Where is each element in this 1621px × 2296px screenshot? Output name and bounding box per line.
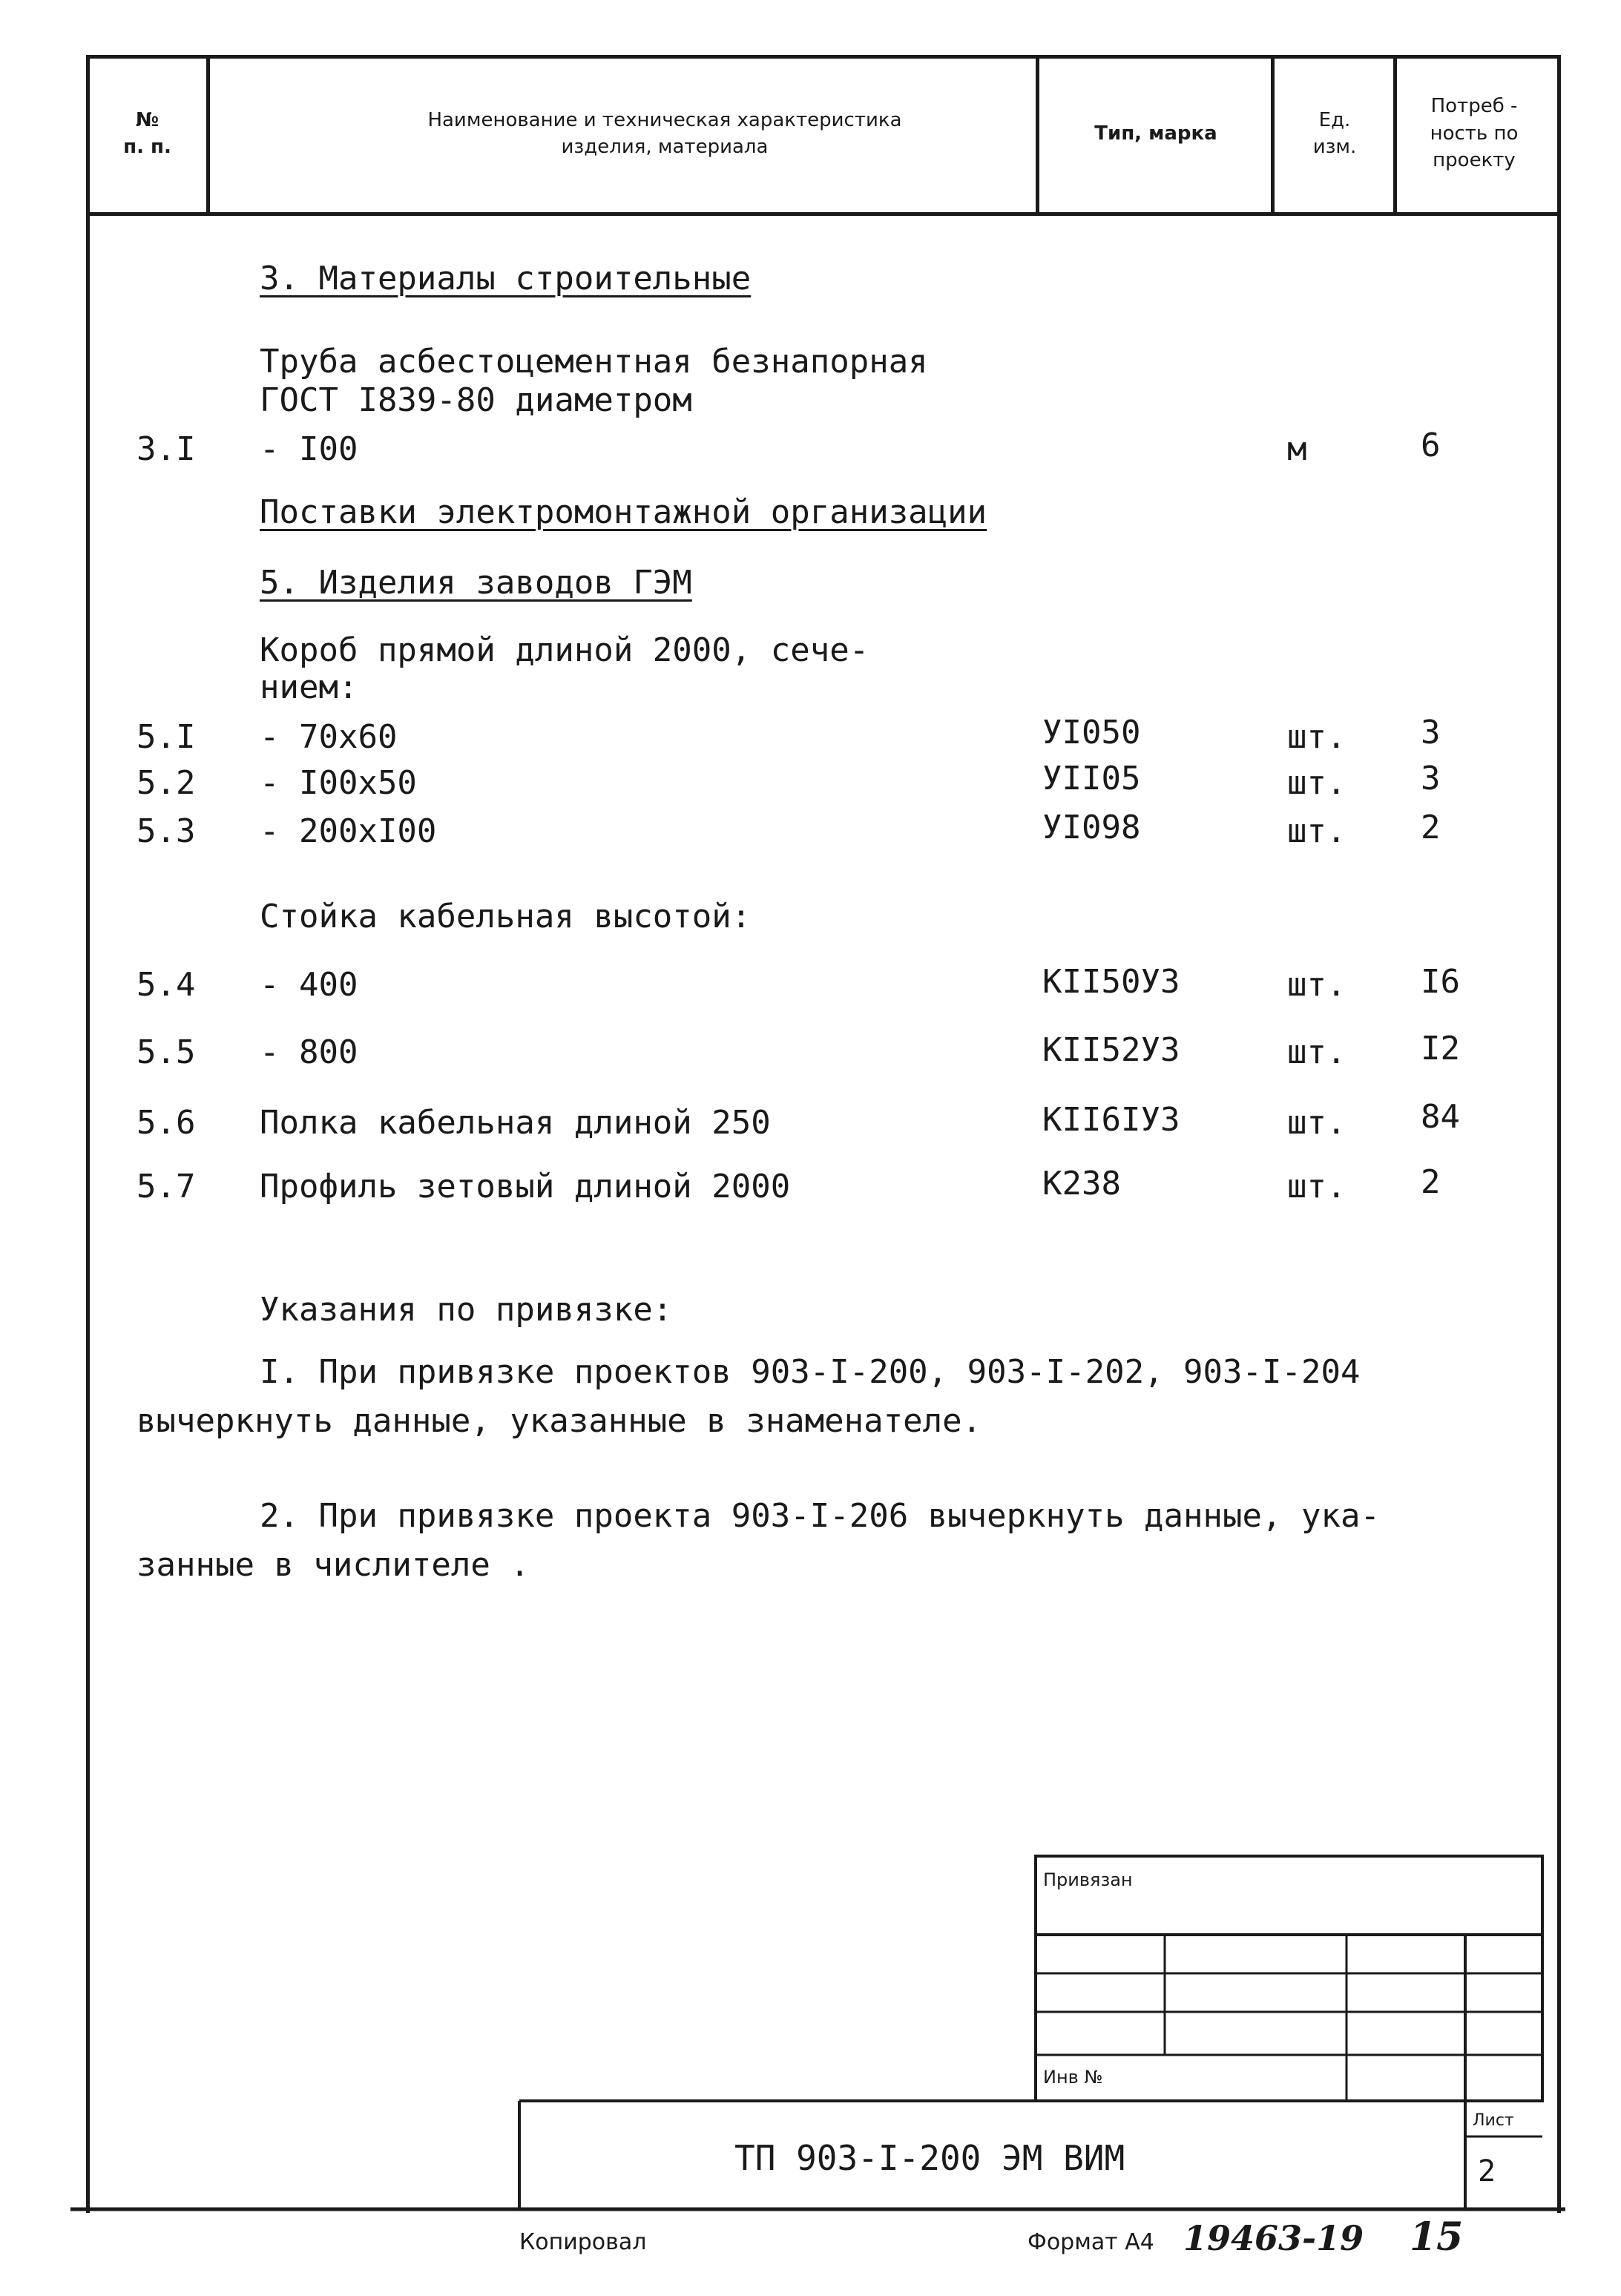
row-qty: 3	[1421, 760, 1441, 797]
row-num: 5.4	[137, 966, 196, 1004]
note-1-line-1: I. При привязке проектов 903-I-200, 903-I-202, 903-I-204	[260, 1353, 1361, 1391]
note-1-line-2: вычеркнуть данные, указанные в знаменателе.	[137, 1402, 982, 1440]
row-qty: 84	[1421, 1098, 1460, 1136]
header-unit: Ед. изм.	[1312, 108, 1357, 158]
row-mark: КII6IУЗ	[1042, 1101, 1180, 1139]
row-name: - I00	[260, 430, 358, 468]
row-name: - 800	[260, 1033, 358, 1071]
row-qty: I6	[1421, 963, 1460, 1001]
row-unit: шт.	[1287, 1104, 1347, 1142]
row-mark: УII05	[1042, 760, 1141, 797]
header-qty: Потреб - ность по проекту	[1430, 95, 1519, 172]
row-num: 5.7	[137, 1168, 196, 1205]
row-qty: 2	[1421, 1163, 1441, 1201]
row-name: - I00x50	[260, 764, 417, 802]
row-mark: КII52УЗ	[1042, 1031, 1180, 1069]
document-code: ТП 903-I-200 ЭМ ВИМ	[734, 2138, 1125, 2178]
row-num: 5.I	[137, 718, 196, 756]
copied-label: Копировал	[519, 2229, 647, 2255]
section-3-title: 3. Материалы строительные	[260, 260, 752, 297]
row-mark: КII50УЗ	[1042, 963, 1180, 1001]
header-mark: Тип, марка	[1094, 122, 1217, 145]
row-mark: УI050	[1042, 714, 1141, 751]
supply-title: Поставки электромонтажной организации	[260, 493, 987, 531]
row-mark: УI098	[1042, 809, 1141, 846]
section-5-title: 5. Изделия заводов ГЭМ	[260, 564, 692, 602]
row-num: 3.I	[137, 430, 196, 468]
note-2-line-2: занные в числителе .	[137, 1546, 530, 1584]
row-name: - 400	[260, 966, 358, 1004]
row-unit: шт.	[1287, 1168, 1347, 1205]
handwritten-page: 15	[1410, 2214, 1464, 2260]
row-name: - 70x60	[260, 718, 398, 756]
stamp-bound-label: Привязан	[1043, 1869, 1133, 1890]
row-unit: шт.	[1287, 812, 1347, 850]
stamp-sheet-number: 2	[1478, 2154, 1496, 2188]
row-num: 5.6	[137, 1104, 196, 1142]
stamp-inv-label: Инв №	[1043, 2067, 1103, 2088]
box-description: Короб прямой длиной 2000, сече- нием:	[260, 631, 869, 706]
notes-title: Указания по привязке:	[260, 1291, 673, 1329]
row-name: Профиль зетовый длиной 2000	[260, 1168, 791, 1205]
row-name: - 200xI00	[260, 812, 437, 850]
pipe-description: Труба асбестоцементная безнапорная ГОСТ I839-80 диаметром	[260, 343, 928, 419]
stamp-sheet-label: Лист	[1473, 2111, 1514, 2130]
row-num: 5.2	[137, 764, 196, 802]
header-name: Наименование и техническая характеристика изделия, материала	[427, 108, 902, 158]
note-2-line-1: 2. При привязке проекта 903-I-206 вычеркнуть данные, ука-	[260, 1497, 1380, 1535]
row-unit: шт.	[1287, 1033, 1347, 1071]
row-num: 5.3	[137, 812, 196, 850]
row-name: Полка кабельная длиной 250	[260, 1104, 771, 1142]
row-unit: шт.	[1287, 966, 1347, 1004]
row-unit: м	[1287, 430, 1307, 468]
row-qty: I2	[1421, 1030, 1460, 1068]
handwritten-number: 19463-19	[1183, 2218, 1364, 2258]
header-num: № п. п.	[123, 108, 171, 158]
row-qty: 6	[1421, 427, 1441, 464]
row-unit: шт.	[1287, 718, 1347, 756]
row-qty: 3	[1421, 714, 1441, 751]
row-qty: 2	[1421, 809, 1441, 846]
row-unit: шт.	[1287, 764, 1347, 802]
stand-title: Стойка кабельная высотой:	[260, 898, 752, 935]
row-num: 5.5	[137, 1033, 196, 1071]
row-mark: К238	[1042, 1165, 1121, 1203]
format-label: Формат А4	[1027, 2229, 1154, 2255]
